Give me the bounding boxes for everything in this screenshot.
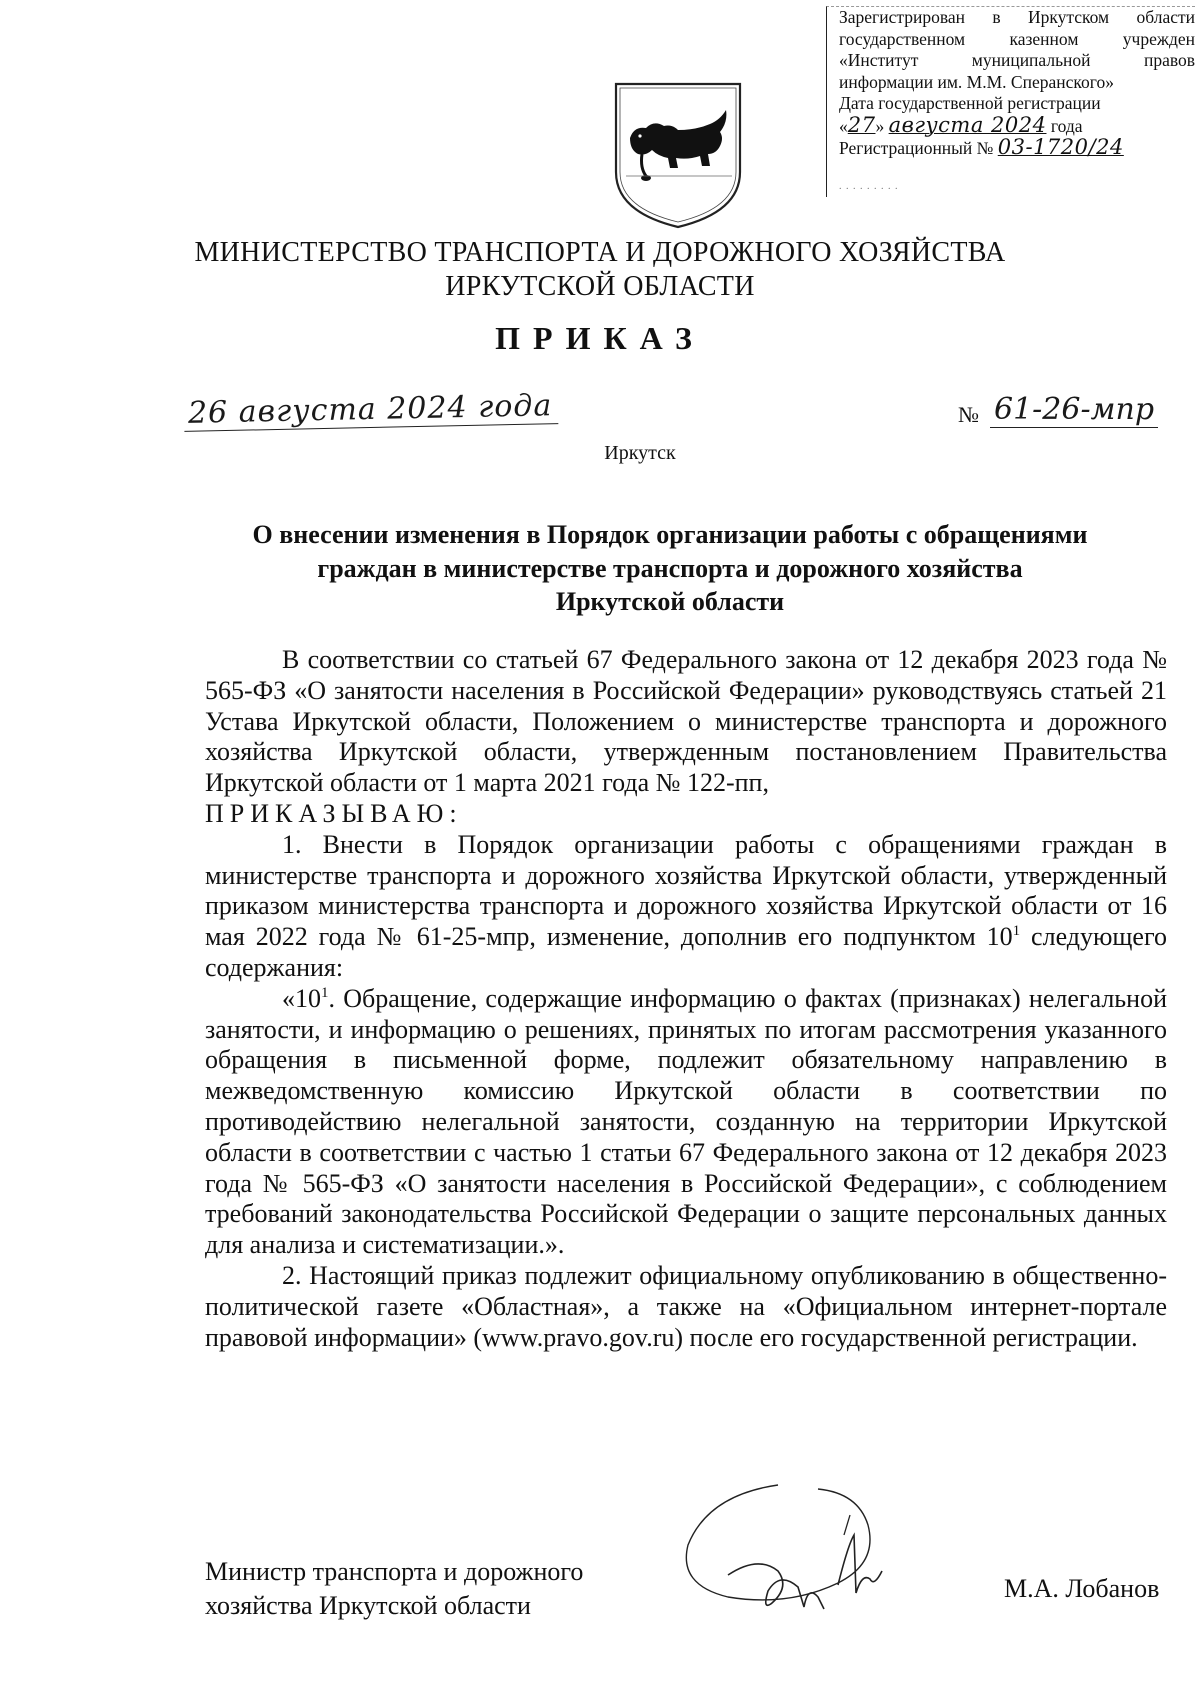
city-name: Иркутск (604, 442, 676, 464)
stamp-date-day: 27 (847, 114, 876, 137)
document-type-title: ПРИКАЗ (495, 320, 705, 356)
stamp-date-month-year: августа 2024 (888, 114, 1047, 137)
stamp-reg-number: 03-1720/24 (997, 137, 1124, 159)
item-1-superscript: 1 (1012, 923, 1021, 940)
document-subject (150, 518, 1190, 619)
item-1-paragraph (205, 830, 1167, 984)
quote-start: «10 (282, 983, 321, 1013)
signer-position (205, 1555, 583, 1623)
stamp-line-3: «Институт муниципальной правов (839, 50, 1195, 70)
signer-position-line-1: Министр транспорта и дорожного (205, 1557, 584, 1586)
signer-name: М.А. Лобанов (1004, 1574, 1160, 1603)
stamp-dotted-divider: . . . . . . . . . (839, 180, 899, 192)
stamp-registration-date (839, 115, 1195, 138)
preamble-paragraph: В соответствии со статьей 67 Федерального закона от 12 декабря 2023 года № 565-ФЗ «О занятости населения в Российской Федерации» руководствуясь статьей 21 Устава Иркутской области, Положением о министерстве транспорта и дорожного хозяйства Иркутской области, утвержденным постановлением Правительства Иркутской области от 1 марта 2021 года № 122-пп, (205, 645, 1167, 798)
order-word: ПРИКАЗЫВАЮ: (205, 798, 463, 828)
number-label: № (958, 402, 979, 427)
stamp-line-4: информации им. М.М. Сперанского» (839, 71, 1114, 92)
stamp-date-mid: » (875, 115, 889, 136)
quoted-subitem-paragraph (205, 984, 1167, 1261)
handwritten-order-number: 61-26-мпр (990, 392, 1158, 428)
subject-line-3: Иркутской области (555, 587, 785, 616)
stamp-registration-number (839, 137, 1195, 160)
handwritten-signature-icon (668, 1475, 968, 1635)
stamp-reg-label: Регистрационный № (839, 138, 998, 158)
stamp-line-5: Дата государственной регистрации (839, 93, 1101, 113)
registration-stamp (826, 6, 1195, 197)
item-2-paragraph: 2. Настоящий приказ подлежит официальному опубликованию в общественно-политической газете «Областная», а также на «Официальном интернет-портале правовой информации» (www.pravo.gov.ru) после его государственной регистрации. (205, 1260, 1167, 1352)
quote-text: . Обращение, содержащие информацию о фактах (признаках) нелегальной занятости, и информацию о решениях, принятых по итогам рассмотрения указанного обращения в письменной форме, подлежит обязательному направлению в межведомственную комиссию Иркутской области в соответствии по противодействию нелегальной занятости, созданную на территории Иркутской области в соответствии с частью 1 статьи 67 Федерального закона от 12 декабря 2023 года № 565-ФЗ «О занятости населения в Российской Федерации», с соблюдением требований законодательства Российской Федерации о защите персональных данных для анализа и систематизации.». (205, 983, 1167, 1260)
stamp-line-2: государственном казенном учрежден (839, 28, 1195, 49)
handwritten-date: 26 августа 2024 года (184, 388, 559, 432)
stamp-date-open: « (839, 115, 848, 136)
ministry-line-2: ИРКУТСКОЙ ОБЛАСТИ (445, 271, 755, 302)
stamp-line-1: Зарегистрирован в Иркутском области (839, 7, 1195, 27)
subject-line-1: О внесении изменения в Порядок организации работы с обращениями (252, 520, 1088, 549)
coat-of-arms-icon (612, 80, 744, 230)
ministry-name (0, 236, 1200, 304)
signer-position-line-2: хозяйства Иркутской области (205, 1591, 531, 1620)
item-1-tail: следующего содержания: (205, 922, 1167, 982)
item-1-text: 1. Внести в Порядок организации работы с обращениями граждан в министерстве транспорта и дорожного хозяйства Иркутской области, утвержденный приказом министерства транспорта и дорожного хозяйства Иркутской области от 16 мая 2022 года № 61-25-мпр, изменение, дополнив его подпунктом 10 (205, 829, 1167, 952)
ministry-line-1: МИНИСТЕРСТВО ТРАНСПОРТА И ДОРОЖНОГО ХОЗЯЙСТВА (194, 237, 1006, 268)
document-body (205, 645, 1167, 1353)
stamp-date-year-word: года (1046, 115, 1083, 136)
quote-superscript: 1 (321, 984, 329, 1001)
subject-line-2: граждан в министерстве транспорта и дорожного хозяйства (317, 553, 1023, 583)
